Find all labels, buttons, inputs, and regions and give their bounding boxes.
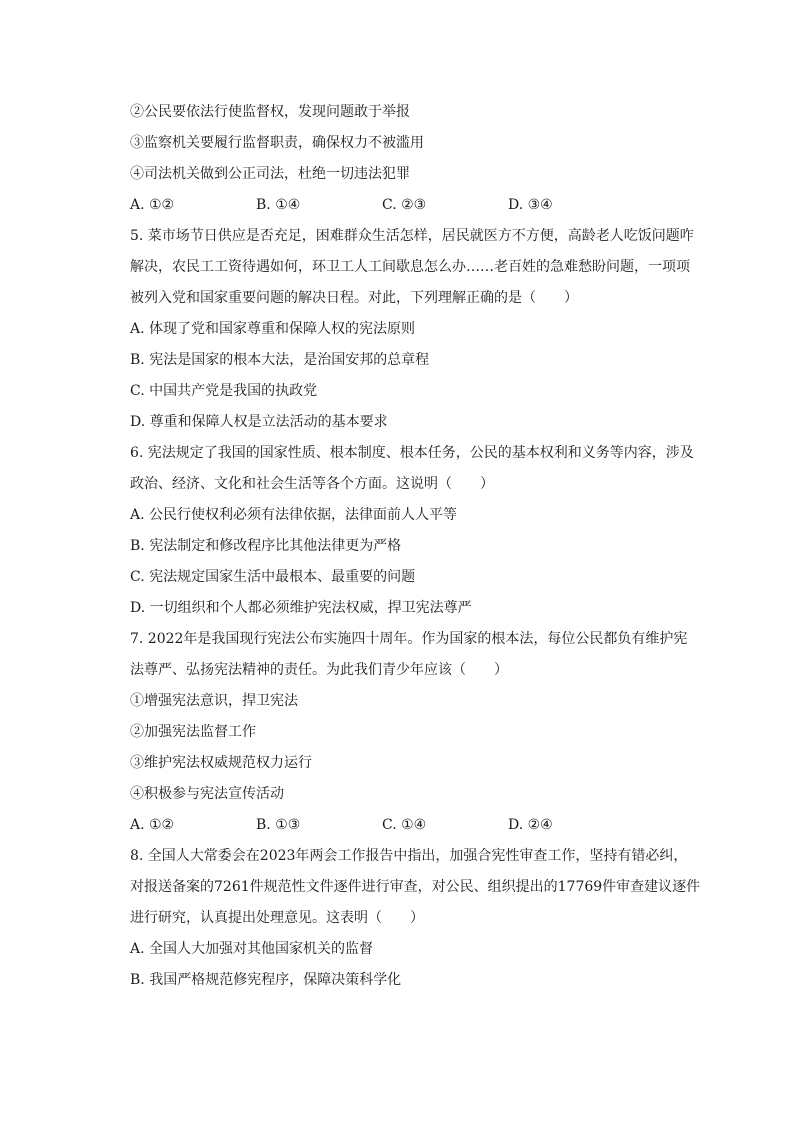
statement-4: ④司法机关做到公正司法，杜绝一切违法犯罪	[130, 166, 410, 182]
q8-option-b: B. 我国严格规范修宪程序，保障决策科学化	[130, 972, 402, 988]
q6-option-b: B. 宪法制定和修改程序比其他法律更为严格	[130, 538, 402, 554]
question-5-line-2: 解决，农民工工资待遇如何，环卫工人工间歇息怎么办……老百姓的急难愁盼问题，一项项	[130, 259, 690, 275]
answer-options-q4	[130, 195, 700, 215]
option-d: D. ②④	[508, 817, 553, 833]
question-6-line-1: 6. 宪法规定了我国的国家性质、根本制度、根本任务，公民的基本权利和义务等内容，涉及	[130, 445, 694, 461]
question-7-line-1: 7. 2022年是我国现行宪法公布实施四十周年。作为国家的根本法，每位公民都负有维护宪	[130, 631, 688, 647]
option-b: B. ①③	[256, 817, 301, 833]
q6-option-c: C. 宪法规定国家生活中最根本、最重要的问题	[130, 569, 416, 585]
question-5-line-3: 被列入党和国家重要问题的解决日程。对此，下列理解正确的是（ ）	[130, 290, 578, 306]
question-6-line-2: 政治、经济、文化和社会生活等各个方面。这说明（ ）	[130, 476, 494, 492]
q7-item-4: ④积极参与宪法宣传活动	[130, 786, 284, 802]
q7-item-1: ①增强宪法意识，捍卫宪法	[130, 693, 298, 709]
q5-option-d: D. 尊重和保障人权是立法活动的基本要求	[130, 414, 388, 430]
q7-item-2: ②加强宪法监督工作	[130, 724, 256, 740]
q6-option-d: D. 一切组织和个人都必须维护宪法权威，捍卫宪法尊严	[130, 600, 472, 616]
option-b: B. ①④	[256, 197, 301, 213]
option-d: D. ③④	[508, 197, 553, 213]
option-a: A. ①②	[130, 197, 175, 213]
statement-2: ②公民要依法行使监督权，发现问题敢于举报	[130, 104, 410, 120]
answer-options-q7	[130, 815, 700, 835]
question-5-line-1: 5. 菜市场节日供应是否充足，困难群众生活怎样，居民就医方不方便，高龄老人吃饭问题咋	[130, 228, 694, 244]
option-c: C. ①④	[382, 817, 427, 833]
q5-option-b: B. 宪法是国家的根本大法，是治国安邦的总章程	[130, 352, 430, 368]
q7-item-3: ③维护宪法权威规范权力运行	[130, 755, 312, 771]
q5-option-a: A. 体现了党和国家尊重和保障人权的宪法原则	[130, 321, 416, 337]
q8-option-a: A. 全国人大加强对其他国家机关的监督	[130, 941, 374, 957]
q5-option-c: C. 中国共产党是我国的执政党	[130, 383, 318, 399]
option-a: A. ①②	[130, 817, 175, 833]
question-8-line-2: 对报送备案的7261件规范性文件逐件进行审查，对公民、组织提出的17769件审查建议逐件	[130, 879, 701, 895]
question-8-line-1: 8. 全国人大常委会在2023年两会工作报告中指出，加强合宪性审查工作，坚持有错必纠，	[130, 848, 688, 864]
statement-3: ③监察机关要履行监督职责，确保权力不被滥用	[130, 135, 424, 151]
question-8-line-3: 进行研究，认真提出处理意见。这表明（ ）	[130, 910, 424, 926]
option-c: C. ②③	[382, 197, 427, 213]
q6-option-a: A. 公民行使权利必须有法律依据，法律面前人人平等	[130, 507, 458, 523]
question-7-line-2: 法尊严、弘扬宪法精神的责任。为此我们青少年应该（ ）	[130, 662, 508, 678]
